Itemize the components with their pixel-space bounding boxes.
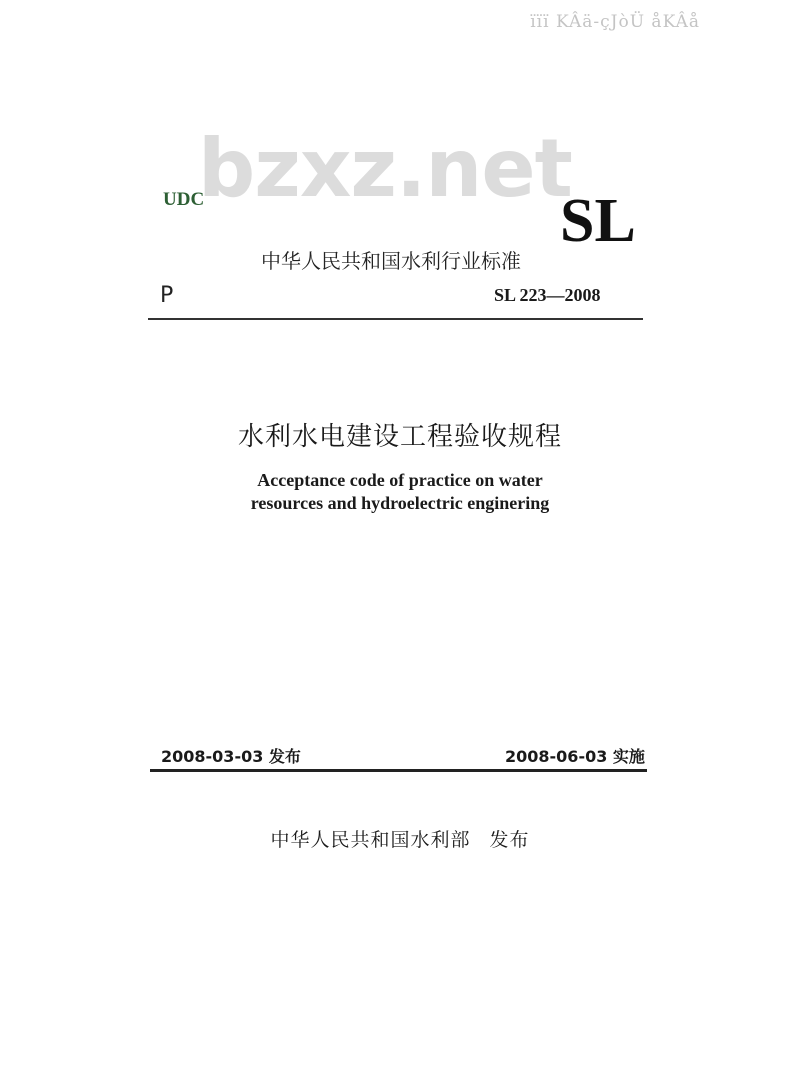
top-divider (148, 318, 643, 320)
title-english-line-2: resources and hydroelectric enginering (250, 493, 550, 513)
sl-standard-code: SL (560, 187, 636, 255)
issue-date-value: 2008-03-03 (161, 747, 264, 766)
title-english (0, 469, 800, 515)
publisher-action: 发布 (489, 829, 530, 851)
effective-date-value: 2008-06-03 (505, 747, 608, 766)
udc-label: UDC (163, 189, 205, 210)
watermark: bzxz.net (198, 122, 572, 215)
issue-date (161, 744, 301, 767)
standard-number: SL 223—2008 (494, 285, 601, 305)
issue-date-label: 发布 (268, 747, 301, 766)
publisher (0, 825, 800, 852)
publisher-name: 中华人民共和国水利部 (270, 829, 471, 851)
title-chinese: 水利水电建设工程验收规程 (237, 422, 562, 452)
bottom-divider (150, 769, 647, 772)
category-code: P (160, 283, 174, 308)
effective-date (505, 744, 645, 767)
garbled-header-text: ïïï KÂä-çJòÜ åKÂå (530, 12, 700, 32)
industry-standard-label: 中华人民共和国水利行业标准 (261, 249, 521, 273)
effective-date-label: 实施 (612, 747, 645, 766)
title-english-line-1: Acceptance code of practice on water (257, 470, 543, 490)
